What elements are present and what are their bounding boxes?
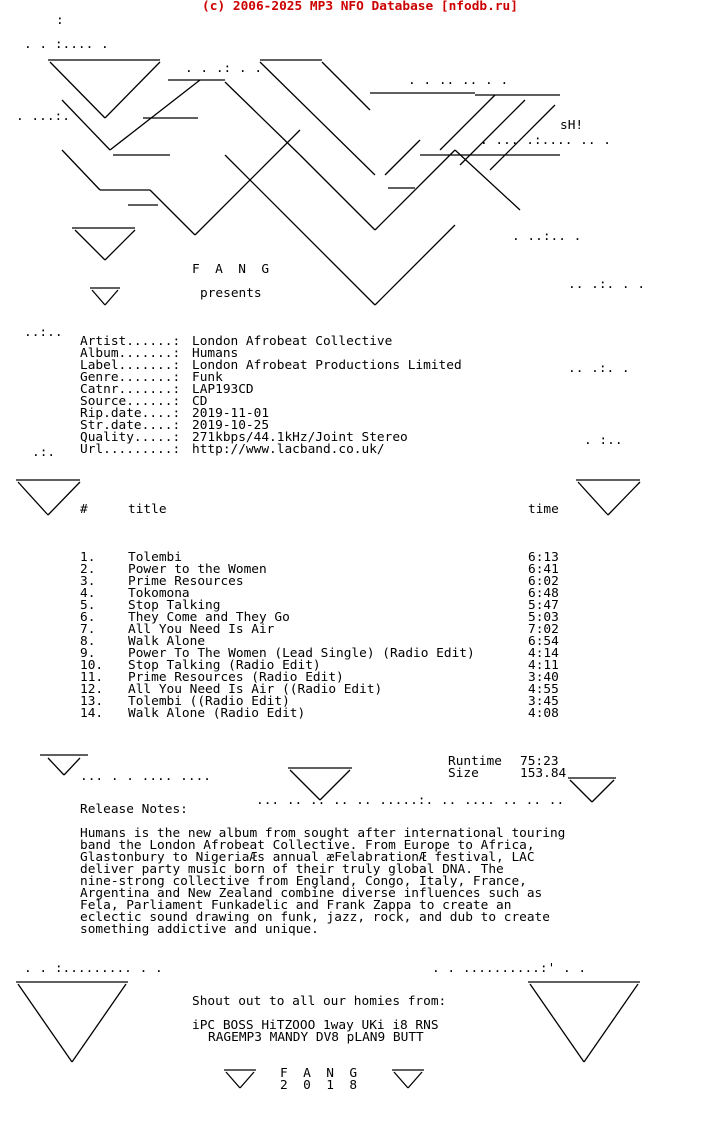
svg-text:. . :.... .: . . :.... . [24,37,109,52]
fang-logo-art [48,60,560,305]
info-value-label: London Afrobeat Productions Limited [192,358,462,373]
track-number: 1. [80,550,96,565]
svg-text:. . ..........:' . .: . . ..........:' . . [432,961,587,976]
info-value-quality: 271kbps/44.1kHz/Joint Stereo [192,430,408,445]
info-value-catnr: LAP193CD [192,382,254,397]
info-value-source: CD [192,394,208,409]
release-info [0,336,720,456]
runtime-value: 75:23 [520,754,559,769]
track-number: 6. [80,610,96,625]
group-name: F A N G [192,262,270,277]
runtime-label: Runtime [448,754,502,769]
info-key-artist: Artist......: [80,334,181,349]
info-key-genre: Genre.......: [80,370,181,385]
info-value-str-date: 2019-10-25 [192,418,270,433]
presents-label: presents [200,286,262,301]
svg-text:. ... .:.... .. .: . ... .:.... .. . [480,133,611,148]
track-number: 10. [80,658,104,673]
track-time: 5:47 [528,598,559,613]
info-value-genre: Funk [192,370,223,385]
svg-text:.:.: .:. [32,445,56,460]
size-label: Size [448,766,479,781]
track-title: Power To The Women (Lead Single) (Radio Edit) [128,646,475,661]
svg-text:.. .:. .: .. .:. . [568,361,630,376]
track-number: 2. [80,562,96,577]
svg-text:. . .. .. . .: . . .. .. . . [408,73,509,88]
track-time: 4:55 [528,682,559,697]
track-title: Stop Talking (Radio Edit) [128,658,321,673]
track-title: Walk Alone [128,634,206,649]
group-tag: sH! [560,118,584,133]
tracklist [80,552,600,720]
track-time: 7:02 [528,622,559,637]
svg-text:. . :......... . .: . . :......... . . [24,961,163,976]
track-time: 3:40 [528,670,559,685]
info-key-album: Album.......: [80,346,181,361]
track-number: 3. [80,574,96,589]
svg-text:. :..: . :.. [584,433,623,448]
tracklist-col-time: time [528,502,559,517]
svg-text:.. .:. . .: .. .:. . . [568,277,646,292]
info-key-rip-date: Rip.date....: [80,406,181,421]
track-time: 6:02 [528,574,559,589]
footer-year: 2 0 1 8 [280,1078,358,1093]
track-number: 12. [80,682,104,697]
track-time: 6:41 [528,562,559,577]
track-title: Tolembi [128,550,182,565]
svg-text:... .. .. .. .. .....:. .. ...: ... .. .. .. .. .....:. .. .... .. .. .. [256,793,565,808]
info-key-quality: Quality.....: [80,430,181,445]
greets-line-1: iPC BOSS HiTZOOO 1way UKi i8 RNS [192,1018,439,1033]
track-number: 14. [80,706,104,721]
greets-title: Shout out to all our homies from: [192,994,447,1009]
track-number: 4. [80,586,96,601]
track-title: Stop Talking [128,598,221,613]
info-value-rip-date: 2019-11-01 [192,406,270,421]
track-title: Tokomona [128,586,190,601]
track-title: Tolembi ((Radio Edit) [128,694,290,709]
info-key-str-date: Str.date....: [80,418,181,433]
tracklist-col-number: # [80,502,88,517]
track-number: 7. [80,622,96,637]
size-value: 153.84 [520,766,567,781]
info-key-url: Url.........: [80,442,181,457]
tracklist-col-title: title [128,502,167,517]
track-time: 4:14 [528,646,559,661]
nfodb-header: (c) 2006-2025 MP3 NFO Database [nfodb.ru] [202,0,518,14]
track-time: 6:13 [528,550,559,565]
footer-group-name: F A N G [280,1066,358,1081]
track-time: 5:03 [528,610,559,625]
info-key-catnr: Catnr.......: [80,382,181,397]
notes-body: Humans is the new album from sought after international touring band the London Afrobeat Collective. From Europe to Africa, Glastonbury to NigeriaÆs annual æFelabrationÆ festival, LAC deliver party music born of their truly global DNA. The nine-strong collective from England, Congo, Italy, France, Argentina and New Zealand combine diverse influences such as Fela, Parliament Funkadelic and Frank Zappa to create an eclectic sound drawing on funk, jazz, rock, and dub to create something addictive and unique. [80,826,566,937]
track-title: Power to the Women [128,562,267,577]
track-title: All You Need Is Air [128,622,275,637]
info-key-label: Label.......: [80,358,181,373]
info-value-artist: London Afrobeat Collective [192,334,393,349]
greets-line-2: RAGEMP3 MANDY DV8 pLAN9 BUTT [208,1030,424,1045]
svg-text:. ...:.: . ...:. [16,109,70,124]
track-number: 9. [80,646,96,661]
info-key-source: Source......: [80,394,181,409]
svg-text::: : [56,13,64,28]
info-value-album: Humans [192,346,239,361]
track-time: 6:54 [528,634,559,649]
svg-text:. . .: . .: . . .: . . [185,61,263,76]
notes-heading: Release Notes: [80,802,188,817]
svg-text:... . . .... ....: ... . . .... .... [80,769,211,784]
track-number: 8. [80,634,96,649]
track-title: Prime Resources [128,574,244,589]
track-title: Walk Alone (Radio Edit) [128,706,306,721]
svg-text:..:..: ..:.. [24,325,63,340]
track-number: 13. [80,694,104,709]
svg-text:. ..:.. .: . ..:.. . [512,229,582,244]
track-title: All You Need Is Air ((Radio Edit) [128,682,383,697]
track-time: 3:45 [528,694,559,709]
track-row [80,708,600,720]
track-time: 6:48 [528,586,559,601]
track-time: 4:11 [528,658,559,673]
track-number: 5. [80,598,96,613]
track-number: 11. [80,670,104,685]
track-title: Prime Resources (Radio Edit) [128,670,344,685]
track-time: 4:08 [528,706,559,721]
track-title: They Come and They Go [128,610,290,625]
info-value-url[interactable]: http://www.lacband.co.uk/ [192,442,385,457]
